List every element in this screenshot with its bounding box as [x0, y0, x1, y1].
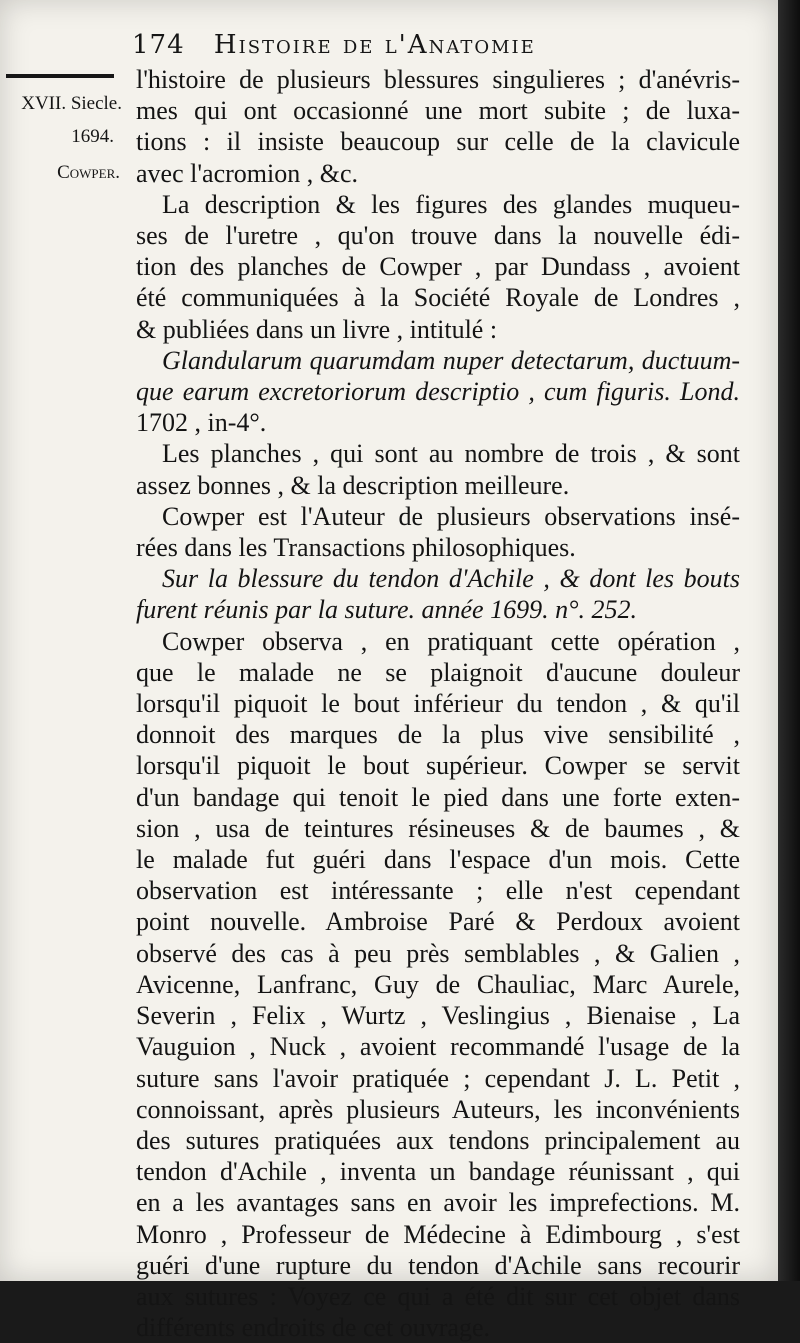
page-number: 174	[132, 30, 185, 60]
text-line: sion , usa de teintures résineuses & de baumes , &	[136, 813, 740, 843]
text-line: d'un bandage qui tenoit le pied dans une forte exten-	[136, 782, 740, 812]
text-line: La description & les figures des glandes muqueu-	[162, 189, 740, 219]
page-edge-shadow	[778, 0, 800, 1281]
text-line: guéri d'une rupture du tendon d'Achile sans recourir	[136, 1250, 740, 1280]
text-line: lorsqu'il piquoit le bout supérieur. Cowper se servit	[136, 751, 740, 781]
text-line: l'histoire de plusieurs blessures singulieres ; d'anévris-	[136, 65, 740, 94]
margin-rule	[6, 74, 114, 78]
text-line: lorsqu'il piquoit le bout inférieur du tendon , & qu'il	[136, 689, 740, 719]
text-line: donnoit des marques de la plus vive sensibilité ,	[136, 720, 740, 750]
text-line: aux sutures : Voyez ce qui a été dit sur cet objet dans	[136, 1281, 740, 1311]
text-line: Cowper observa , en pratiquant cette opération ,	[162, 626, 740, 656]
text-line: Sur la blessure du tendon d'Achile , & dont les bouts	[162, 564, 740, 594]
text-line: tendon d'Achile , inventa un bandage réunissant , qui	[136, 1157, 740, 1187]
text-line: en a les avantages sans en avoir les imprefections. M.	[136, 1188, 740, 1218]
text-line: connoissant, après plusieurs Auteurs, les inconvénients	[136, 1094, 740, 1124]
body-text	[136, 64, 740, 1343]
text-line: ses de l'uretre , qu'on trouve dans la nouvelle édi-	[136, 221, 740, 251]
text-line: observé des cas à peu près semblables , & Galien ,	[136, 938, 740, 968]
text-line: tions : il insiste beaucoup sur celle de la clavicule	[136, 127, 740, 157]
text-line: Avicenne, Lanfranc, Guy de Chauliac, Marc Aurele,	[136, 969, 740, 999]
running-title: Histoire de l'Anatomie	[213, 30, 536, 60]
margin-note-name: Cowper.	[57, 162, 120, 183]
text-line: avec l'acromion , &c.	[136, 158, 358, 188]
text-line: furent réunis par la suture. année 1699. n°. 252.	[136, 595, 637, 625]
text-line: assez bonnes , & la description meilleure.	[136, 470, 570, 500]
margin-note-century: XVII. Siecle.	[21, 93, 122, 114]
margin-note-year: 1694.	[71, 126, 114, 147]
text-line: observation est intéressante ; elle n'est cependant	[136, 876, 740, 906]
text-line: Les planches , qui sont au nombre de trois , & sont	[162, 439, 740, 469]
text-line: que earum excretoriorum descriptio , cum figuris. Lond.	[136, 377, 740, 407]
text-line: des sutures pratiquées aux tendons principalement au	[136, 1125, 740, 1155]
page-header	[132, 30, 536, 60]
text-line: Glandularum quarumdam nuper detectarum, ductuum-	[162, 345, 740, 375]
text-line: suture sans l'avoir pratiquée ; cependant J. L. Petit ,	[136, 1063, 740, 1093]
text-line: été communiquées à la Société Royale de Londres ,	[136, 283, 740, 313]
text-line: Severin , Felix , Wurtz , Veslingius , Bienaise , La	[136, 1001, 740, 1031]
text-line: tion des planches de Cowper , par Dundass , avoient	[136, 252, 740, 282]
text-line: & publiées dans un livre , intitulé :	[136, 314, 498, 344]
text-line: Vauguion , Nuck , avoient recommandé l'usage de la	[136, 1032, 740, 1062]
text-line: le malade fut guéri dans l'espace d'un mois. Cette	[136, 845, 740, 875]
text-line: point nouvelle. Ambroise Paré & Perdoux avoient	[136, 907, 740, 937]
text-line: que le malade ne se plaignoit d'aucune douleur	[136, 657, 740, 687]
text-line: rées dans les Transactions philosophiques.	[136, 533, 576, 563]
text-line: Cowper est l'Auteur de plusieurs observations insé-	[162, 501, 740, 531]
text-line: 1702 , in-4°.	[136, 408, 267, 438]
text-line: Monro , Professeur de Médecine à Edimbourg , s'est	[136, 1219, 740, 1249]
text-line: mes qui ont occasionné une mort subite ; de luxa-	[136, 96, 740, 126]
text-line: différents endroits de cet ouvrage.	[136, 1313, 490, 1343]
